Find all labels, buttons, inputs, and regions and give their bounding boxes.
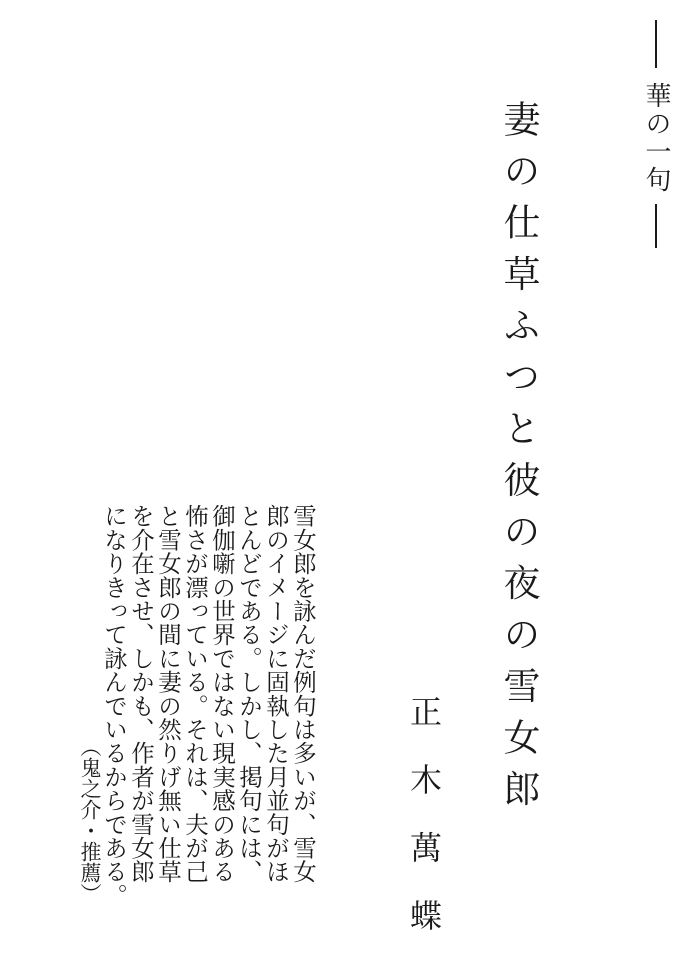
header-rule-bottom bbox=[655, 204, 657, 248]
column-title: 華の一句 bbox=[641, 82, 671, 194]
author-name: 正木萬蝶 bbox=[405, 695, 443, 967]
commentary-line: 怖さが漂っている。それは、夫が己 bbox=[181, 504, 209, 884]
commentary-line: と雪女郎の間に妻の然りげ無い仕草 bbox=[154, 504, 182, 884]
commentary bbox=[78, 504, 317, 907]
commentary-line: とんどである。しかし、掲句には、 bbox=[235, 504, 263, 884]
haiku-text: 妻の仕草ふつと彼の夜の雪女郎 bbox=[497, 100, 540, 821]
commentary-line: 御伽噺の世界ではない現実感のある bbox=[208, 504, 236, 884]
commentary-line: を介在させ、しかも、作者が雪女郎 bbox=[127, 504, 155, 884]
column-header bbox=[641, 20, 671, 248]
header-rule-top bbox=[655, 20, 657, 68]
commentary-line: 郎のイメージに固執した月並句がほ bbox=[262, 504, 290, 884]
recommender-credit: （鬼之介・推薦） bbox=[78, 736, 102, 904]
commentary-line: 雪女郎を詠んだ例句は多いが、雪女 bbox=[289, 504, 317, 884]
commentary-line: になりきって詠んでいるからである。 bbox=[100, 504, 128, 907]
